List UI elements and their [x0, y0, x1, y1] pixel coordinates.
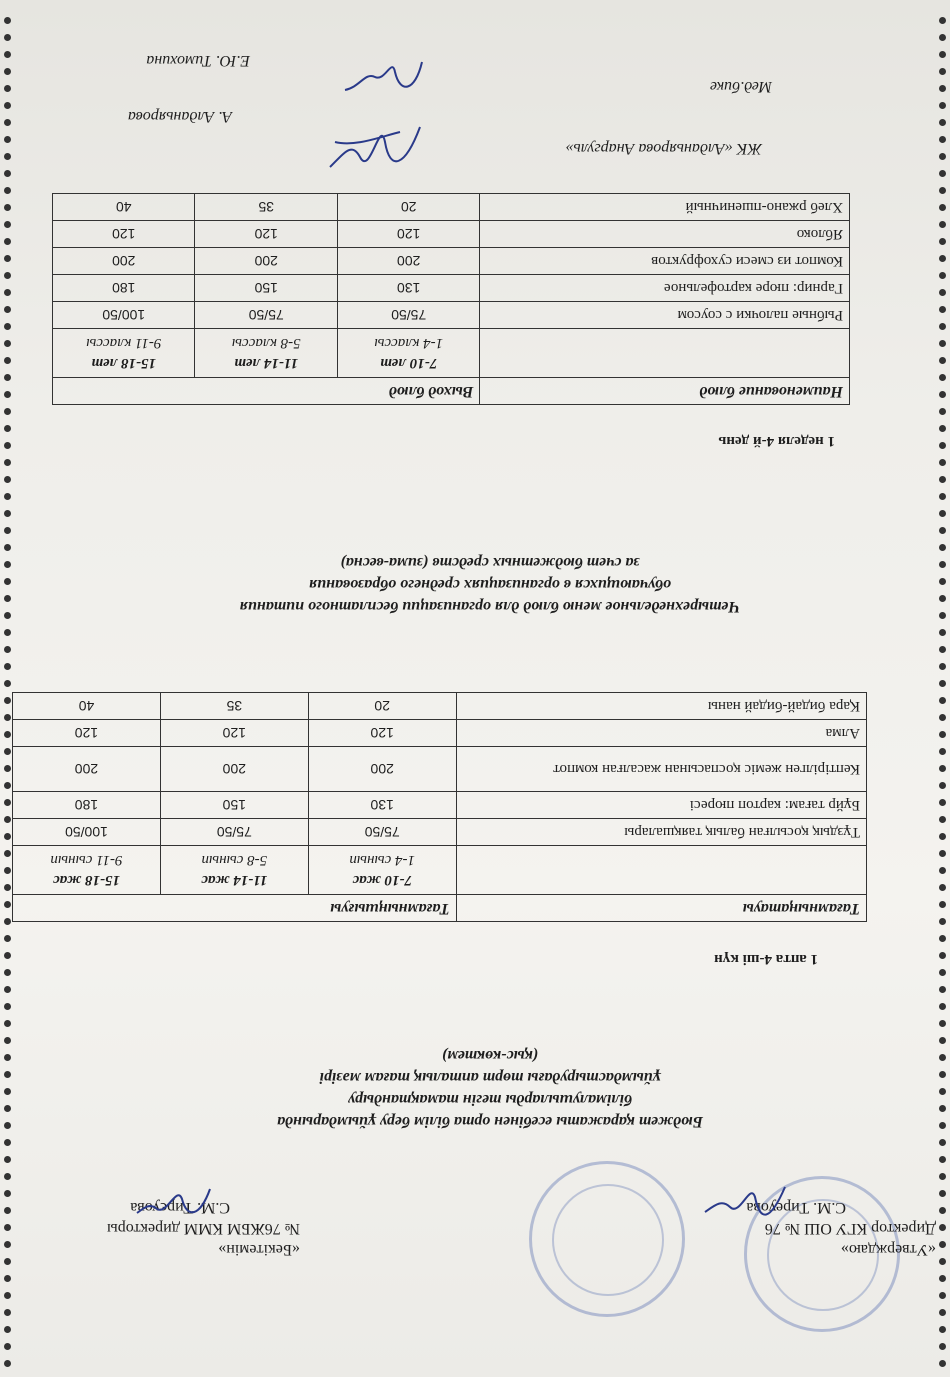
perforation-hole [939, 714, 946, 721]
perforation-hole [939, 510, 946, 517]
perforation-hole [4, 323, 11, 330]
perforation-hole [939, 1309, 946, 1316]
kazakh-age-group [160, 846, 308, 895]
perforation-hole [4, 17, 11, 24]
perforation-hole [4, 1020, 11, 1027]
perforation-hole [939, 833, 946, 840]
perforation-hole [4, 442, 11, 449]
perforation-hole [939, 1054, 946, 1061]
dish-name: Рыбные палочки с соусом [480, 302, 850, 329]
dish-name: Тұздық қосылған балық таяқшалары [456, 819, 866, 846]
yield-value: 130 [308, 792, 456, 819]
dish-name: Кептірілген жеміс қоспасынан жасалған компот [456, 747, 866, 792]
yield-value: 200 [53, 248, 195, 275]
perforation-hole [4, 867, 11, 874]
russian-yield-header: Выход блюд [53, 378, 480, 405]
perforation-hole [4, 221, 11, 228]
table-row [13, 819, 867, 846]
perforation-hole [4, 1190, 11, 1197]
perforation-hole [939, 595, 946, 602]
perforation-hole [4, 901, 11, 908]
perforation-hole [939, 1071, 946, 1078]
perforation-hole [4, 255, 11, 262]
perforation-hole [4, 1088, 11, 1095]
russian-week-label: 1 неделя 4-й день [718, 433, 835, 449]
perforation-hole [4, 187, 11, 194]
yield-value: 150 [160, 792, 308, 819]
perforation-hole [939, 1122, 946, 1129]
perforation-hole [4, 34, 11, 41]
perforation-hole [939, 1292, 946, 1299]
yield-value: 180 [13, 792, 161, 819]
nurse-signature [340, 42, 430, 102]
perforation-hole [4, 731, 11, 738]
perforation-hole [939, 748, 946, 755]
table-row [53, 302, 850, 329]
kazakh-empty-cell [456, 846, 866, 895]
perforation-hole [4, 578, 11, 585]
perforation-hole [939, 1207, 946, 1214]
perforation-hole [939, 493, 946, 500]
perforation-hole [939, 102, 946, 109]
perforation-hole [4, 986, 11, 993]
approval-left-title: «Бекітемін» [218, 1241, 300, 1258]
perforation-hole [939, 612, 946, 619]
perforation-hole [4, 1122, 11, 1129]
perforation-hole [939, 136, 946, 143]
perforation-hole [4, 51, 11, 58]
dish-name: Яблоко [480, 221, 850, 248]
perforation-hole [4, 357, 11, 364]
perforation-hole [4, 1105, 11, 1112]
perforation-hole [939, 459, 946, 466]
table-row [53, 221, 850, 248]
dish-name: Алма [456, 720, 866, 747]
kazakh-title [150, 1044, 830, 1132]
round-stamp-right [529, 1161, 685, 1317]
perforation-hole [939, 782, 946, 789]
yield-value: 20 [337, 194, 479, 221]
yield-value: 200 [160, 747, 308, 792]
perforation-left [936, 0, 950, 1377]
perforation-hole [4, 1054, 11, 1061]
perforation-hole [4, 408, 11, 415]
kazakh-title-line-2: білімалушыларды тегін тамақтандыру [348, 1091, 632, 1108]
perforation-hole [939, 340, 946, 347]
perforation-hole [4, 476, 11, 483]
russian-empty-cell [480, 329, 850, 378]
perforation-hole [4, 714, 11, 721]
perforation-hole [939, 561, 946, 568]
kazakh-age-group [13, 846, 161, 895]
perforation-hole [939, 1224, 946, 1231]
perforation-hole [939, 323, 946, 330]
perforation-hole [4, 544, 11, 551]
perforation-hole [4, 833, 11, 840]
kazakh-week-label: 1 апта 4-ші күн [714, 951, 818, 967]
perforation-hole [4, 1275, 11, 1282]
kazakh-yield-header: Тағамныңшығуы [13, 895, 457, 922]
perforation-hole [939, 187, 946, 194]
grade-label: 1-4 сынып [349, 852, 416, 868]
perforation-hole [939, 255, 946, 262]
grade-label: 5-8 сынып [201, 852, 268, 868]
perforation-hole [939, 238, 946, 245]
perforation-hole [4, 340, 11, 347]
perforation-hole [939, 527, 946, 534]
perforation-hole [4, 391, 11, 398]
perforation-hole [939, 731, 946, 738]
perforation-hole [939, 85, 946, 92]
yield-value: 40 [13, 693, 161, 720]
perforation-hole [939, 1173, 946, 1180]
perforation-hole [939, 867, 946, 874]
perforation-hole [4, 119, 11, 126]
perforation-hole [4, 884, 11, 891]
dish-name: Гарнир: пюре картофельное [480, 275, 850, 302]
russian-title-line-2: обучающихся в организациях среднего образования [309, 576, 671, 593]
yield-value: 75/50 [337, 302, 479, 329]
russian-age-group [195, 329, 337, 378]
perforation-hole [4, 629, 11, 636]
perforation-hole [939, 408, 946, 415]
yield-value: 120 [337, 221, 479, 248]
perforation-hole [4, 1224, 11, 1231]
yield-value: 200 [13, 747, 161, 792]
russian-dish-header: Наименование блюд [480, 378, 850, 405]
org-signature [320, 107, 430, 187]
yield-value: 200 [308, 747, 456, 792]
age-label: 15-18 жас [52, 872, 120, 888]
russian-menu-table [52, 193, 850, 405]
table-row [13, 747, 867, 792]
perforation-hole [4, 1071, 11, 1078]
yield-value: 200 [337, 248, 479, 275]
perforation-hole [939, 1258, 946, 1265]
approval-right-title: «Утверждаю» [840, 1241, 936, 1258]
perforation-hole [939, 391, 946, 398]
perforation-hole [939, 799, 946, 806]
yield-value: 100/50 [13, 819, 161, 846]
perforation-hole [939, 1360, 946, 1367]
perforation-hole [4, 969, 11, 976]
yield-value: 200 [195, 248, 337, 275]
perforation-hole [939, 935, 946, 942]
perforation-hole [939, 1241, 946, 1248]
perforation-hole [939, 289, 946, 296]
perforation-hole [4, 1207, 11, 1214]
perforation-hole [4, 782, 11, 789]
perforation-hole [4, 459, 11, 466]
perforation-hole [4, 1241, 11, 1248]
perforation-hole [939, 1156, 946, 1163]
perforation-hole [939, 374, 946, 381]
perforation-hole [939, 901, 946, 908]
perforation-hole [939, 986, 946, 993]
age-label: 11-14 лет [234, 355, 299, 371]
nurse-name: Е.Ю. Тимохина [146, 52, 250, 69]
perforation-hole [4, 493, 11, 500]
perforation-hole [939, 306, 946, 313]
age-label: 11-14 жас [201, 872, 268, 888]
perforation-hole [4, 646, 11, 653]
kazakh-title-line-1: Бюджет қаражаты есебінен орта білім беру ұйымдарында [277, 1113, 703, 1130]
yield-value: 180 [53, 275, 195, 302]
perforation-hole [939, 1037, 946, 1044]
kazakh-menu-table [12, 692, 867, 922]
dish-name: Бұйр тағам: картоп пюресі [456, 792, 866, 819]
perforation-hole [4, 1309, 11, 1316]
perforation-hole [939, 646, 946, 653]
perforation-hole [4, 1037, 11, 1044]
age-label: 7-10 жас [352, 872, 412, 888]
age-label: 15-18 лет [91, 355, 157, 371]
perforation-hole [939, 1020, 946, 1027]
perforation-hole [939, 51, 946, 58]
perforation-hole [4, 697, 11, 704]
yield-value: 75/50 [195, 302, 337, 329]
yield-value: 75/50 [308, 819, 456, 846]
perforation-hole [4, 1156, 11, 1163]
perforation-hole [4, 374, 11, 381]
org-label: ЖК «Алданьярова Анаргуль» [565, 140, 762, 157]
grade-label: 9-11 классы [86, 335, 162, 351]
perforation-hole [939, 1343, 946, 1350]
dish-name: Хлеб ржано-пшеничный [480, 194, 850, 221]
perforation-hole [4, 527, 11, 534]
perforation-hole [4, 136, 11, 143]
yield-value: 100/50 [53, 302, 195, 329]
table-row [13, 792, 867, 819]
perforation-hole [939, 816, 946, 823]
yield-value: 130 [337, 275, 479, 302]
perforation-hole [939, 221, 946, 228]
perforation-hole [939, 1105, 946, 1112]
approval-left-name: С.М. Тирєуова [130, 1199, 230, 1216]
table-row [13, 693, 867, 720]
perforation-hole [4, 1326, 11, 1333]
perforation-hole [4, 918, 11, 925]
yield-value: 120 [53, 221, 195, 248]
yield-value: 120 [13, 720, 161, 747]
yield-value: 35 [160, 693, 308, 720]
perforation-hole [939, 884, 946, 891]
perforation-hole [4, 1003, 11, 1010]
yield-value: 20 [308, 693, 456, 720]
russian-title-line-3: за счет бюджетных средств (зима-весна) [340, 554, 640, 571]
perforation-hole [4, 680, 11, 687]
perforation-hole [939, 629, 946, 636]
yield-value: 120 [195, 221, 337, 248]
perforation-hole [939, 442, 946, 449]
perforation-hole [939, 1088, 946, 1095]
perforation-hole [939, 476, 946, 483]
table-row [53, 275, 850, 302]
perforation-hole [4, 238, 11, 245]
perforation-hole [939, 578, 946, 585]
perforation-hole [4, 663, 11, 670]
perforation-hole [4, 204, 11, 211]
perforation-hole [939, 17, 946, 24]
russian-title-line-1: Четырехнедельное меню блюд для организации бесплатного питания [239, 598, 741, 615]
perforation-hole [4, 765, 11, 772]
perforation-hole [939, 425, 946, 432]
approval-left-org: № 76ЖБМ КММ директоры [106, 1220, 300, 1237]
perforation-hole [4, 153, 11, 160]
perforation-hole [939, 680, 946, 687]
perforation-hole [4, 1292, 11, 1299]
org-person-name: А. Алданьярова [127, 108, 232, 125]
perforation-hole [939, 1275, 946, 1282]
perforation-hole [4, 289, 11, 296]
perforation-hole [939, 34, 946, 41]
perforation-hole [4, 612, 11, 619]
table-row [53, 248, 850, 275]
perforation-hole [939, 697, 946, 704]
perforation-hole [4, 748, 11, 755]
perforation-hole [939, 357, 946, 364]
perforation-hole [939, 170, 946, 177]
perforation-hole [4, 561, 11, 568]
grade-label: 5-8 классы [231, 335, 301, 351]
perforation-hole [4, 1258, 11, 1265]
perforation-hole [4, 595, 11, 602]
perforation-hole [4, 85, 11, 92]
director-signature-right [700, 1177, 790, 1227]
perforation-hole [4, 952, 11, 959]
perforation-hole [939, 68, 946, 75]
perforation-hole [4, 935, 11, 942]
kazakh-title-line-4: (қыс-көктем) [441, 1047, 539, 1064]
yield-value: 40 [53, 194, 195, 221]
russian-age-group [53, 329, 195, 378]
perforation-hole [4, 510, 11, 517]
perforation-hole [4, 425, 11, 432]
perforation-hole [4, 272, 11, 279]
perforation-hole [4, 68, 11, 75]
russian-title [150, 551, 830, 617]
perforation-hole [4, 1343, 11, 1350]
perforation-hole [939, 272, 946, 279]
perforation-hole [4, 816, 11, 823]
perforation-hole [939, 1139, 946, 1146]
perforation-hole [939, 1326, 946, 1333]
perforation-hole [4, 102, 11, 109]
grade-label: 9-11 сынып [50, 852, 123, 868]
perforation-hole [939, 119, 946, 126]
perforation-hole [4, 306, 11, 313]
perforation-hole [939, 544, 946, 551]
approval-right-name: С.М. Тиреуова [746, 1199, 846, 1216]
kazakh-age-group [308, 846, 456, 895]
russian-age-group [337, 329, 479, 378]
perforation-hole [4, 799, 11, 806]
nurse-label: Мед.бике [709, 78, 772, 95]
perforation-hole [939, 1003, 946, 1010]
perforation-hole [939, 969, 946, 976]
perforation-hole [939, 765, 946, 772]
perforation-hole [939, 918, 946, 925]
perforation-hole [4, 170, 11, 177]
yield-value: 35 [195, 194, 337, 221]
perforation-hole [939, 952, 946, 959]
perforation-hole [4, 1139, 11, 1146]
yield-value: 75/50 [160, 819, 308, 846]
perforation-hole [939, 1190, 946, 1197]
yield-value: 150 [195, 275, 337, 302]
perforation-right [0, 0, 14, 1377]
perforation-hole [939, 850, 946, 857]
perforation-hole [939, 204, 946, 211]
dish-name: Қара бидай-бидай наны [456, 693, 866, 720]
perforation-hole [4, 850, 11, 857]
approval-right-org: Директор КГУ ОШ № 76 [764, 1220, 936, 1237]
dish-name: Компот из смеси сухофруктов [480, 248, 850, 275]
table-row [13, 720, 867, 747]
yield-value: 120 [160, 720, 308, 747]
table-row [53, 194, 850, 221]
perforation-hole [939, 663, 946, 670]
perforation-hole [4, 1360, 11, 1367]
perforation-hole [4, 1173, 11, 1180]
yield-value: 120 [308, 720, 456, 747]
kazakh-title-line-3: ұйымдастырудағы төрт апталық тағам мәзірі [319, 1069, 661, 1086]
kazakh-dish-header: Тағамныңатауы [456, 895, 866, 922]
perforation-hole [939, 153, 946, 160]
grade-label: 1-4 классы [374, 335, 444, 351]
director-signature-left [135, 1182, 215, 1227]
age-label: 7-10 лет [380, 355, 438, 371]
